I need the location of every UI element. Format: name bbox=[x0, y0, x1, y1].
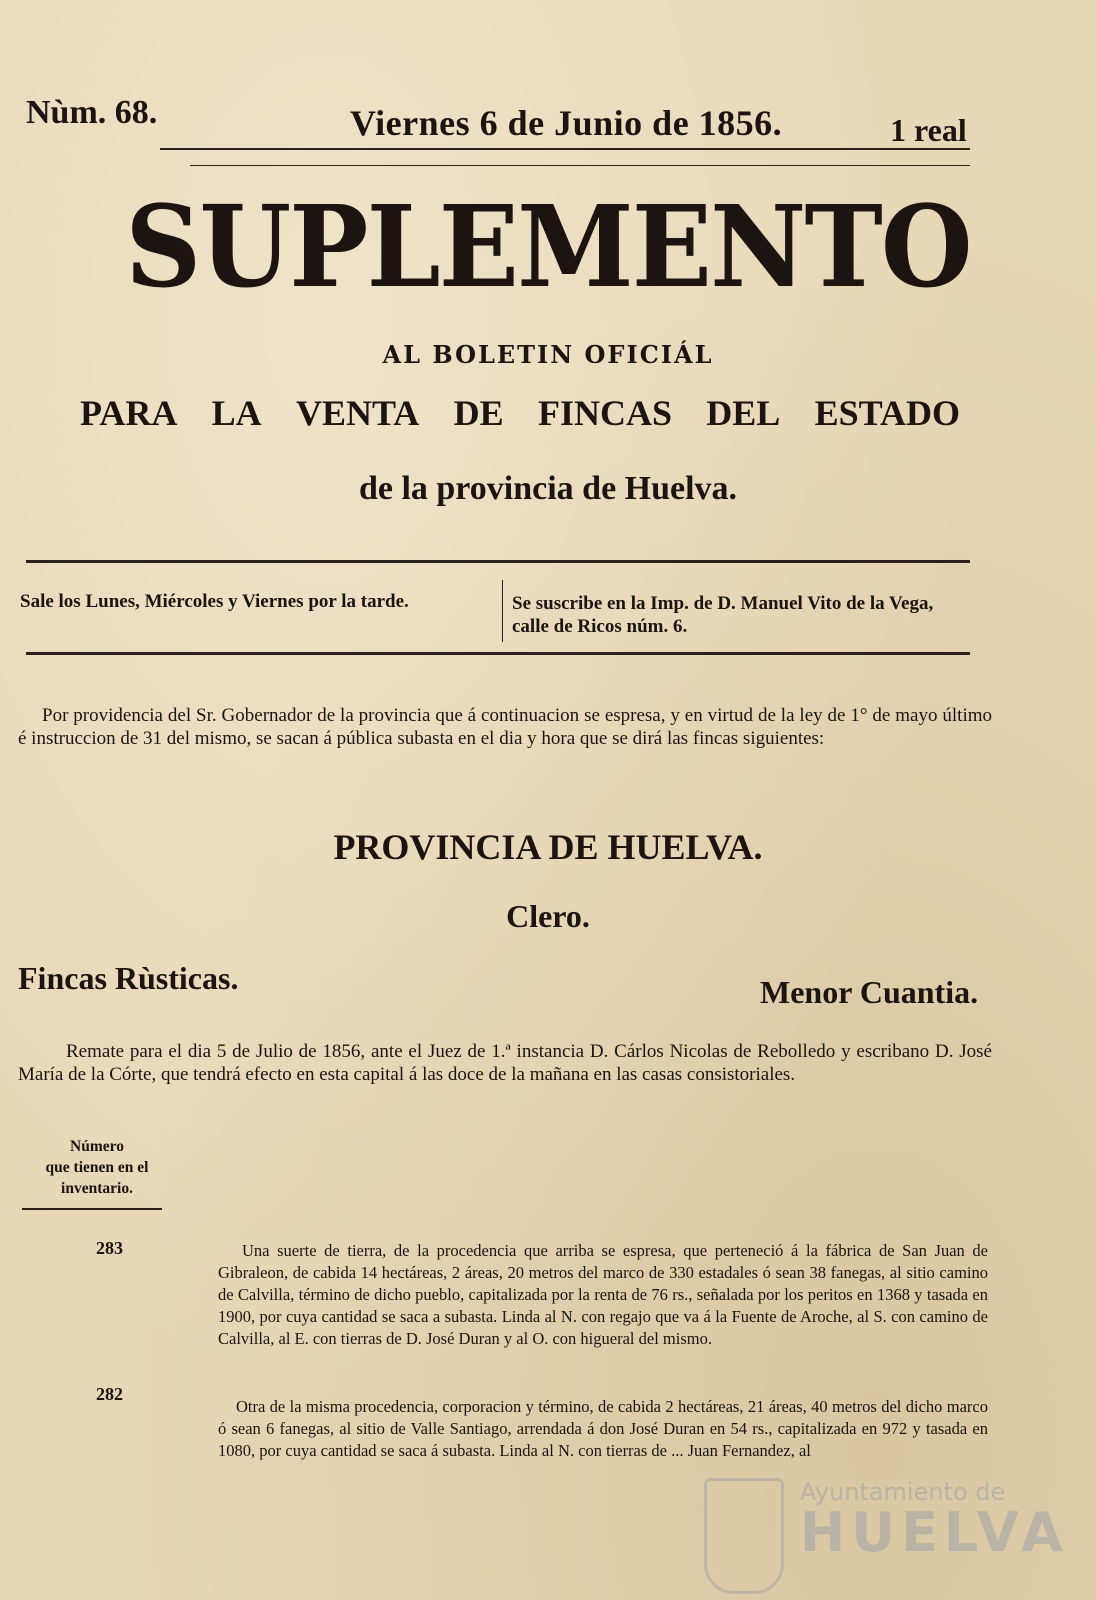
issue-date: Viernes 6 de Junio de 1856. bbox=[350, 103, 783, 143]
subtitle-word: DE bbox=[453, 393, 504, 433]
issue-price: 1 real bbox=[890, 112, 967, 148]
inventory-header-line: que tienen en el bbox=[45, 1159, 149, 1176]
menor-cuantia-heading: Menor Cuantia. bbox=[760, 974, 979, 1010]
info-divider bbox=[502, 580, 503, 642]
subscription-info: Se suscribe en la Imp. de D. Manuel Vito de la Vega, calle de Ricos núm. 6. bbox=[512, 593, 934, 637]
subtitle-venta bbox=[80, 392, 960, 434]
subtitle-word: LA bbox=[211, 393, 262, 433]
page-title: SUPLEMENTO bbox=[125, 182, 971, 313]
entry-number: 283 bbox=[96, 1238, 123, 1258]
subtitle-provincia: de la provincia de Huelva. bbox=[358, 470, 738, 507]
issue-number: Nùm. 68. bbox=[26, 94, 158, 131]
subtitle-word: PARA bbox=[80, 393, 178, 433]
entry-number: 282 bbox=[96, 1384, 123, 1404]
subtitle-word: FINCAS bbox=[537, 393, 672, 433]
entry-text: Otra de la misma procedencia, corporacion y término, de cabida 2 hectáreas, 21 áreas, 40 metros del dicho marco ó sean 6 fanegas, al sitio de Valle Santiago, arrendada á don José Duran en 54 rs., capitalizada en 972 y tasada en 1080, por cuya cantidad se saca á subasta. Linda al N. con tierras de ... Juan Fernandez, al bbox=[218, 1397, 988, 1460]
info-rule-top bbox=[26, 560, 970, 563]
province-heading: PROVINCIA DE HUELVA. bbox=[333, 827, 763, 867]
watermark-line1: Ayuntamiento de bbox=[800, 1478, 1006, 1506]
entry-text: Una suerte de tierra, de la procedencia que arriba se espresa, que perteneció á la fábrica de San Juan de Gibraleon, de cabida 14 hectáreas, 2 áreas, 20 metros del marco de 330 estadales ó sean 38 fanegas, al sitio camino de Calvilla, término de dicho pueblo, capitalizada por la renta de 76 rs., señalada por los peritos en 1368 y tasada en 1900, por cuya cantidad se saca a subasta. Linda al N. con regajo que va á la Fuente de Aroche, al S. con camino de Calvilla, al E. con tierras de D. José Duran y al O. con higueral del mismo. bbox=[218, 1241, 988, 1348]
watermark-line2: HUELVA bbox=[800, 1501, 1069, 1564]
publication-schedule: Sale los Lunes, Miércoles y Viernes por la tarde. bbox=[20, 591, 409, 612]
archive-watermark bbox=[800, 1478, 1069, 1564]
info-rule-bottom bbox=[26, 652, 970, 655]
masthead-rule-thin bbox=[190, 165, 970, 166]
intro-paragraph: Por providencia del Sr. Gobernador de la provincia que á continuacion se espresa, y en virtud de la ley de 1° de mayo último é instruccion de 31 del mismo, se sacan á pública subasta en el dia y hora que se dirá las fincas siguientes: bbox=[18, 705, 992, 749]
subtitle-word: VENTA bbox=[295, 393, 420, 433]
inventory-column-header bbox=[22, 1136, 172, 1199]
subtitle-word: ESTADO bbox=[814, 393, 960, 433]
inventory-header-line: Número bbox=[70, 1138, 124, 1155]
remate-paragraph: Remate para el dia 5 de Julio de 1856, ante el Juez de 1.ª instancia D. Cárlos Nicolas de Rebolledo y escribano D. José María de la Córte, que tendrá efecto en esta capital á las doce de la mañana en las casas consistoriales. bbox=[18, 1041, 992, 1085]
coat-of-arms-watermark bbox=[704, 1478, 784, 1594]
inventory-header-line: inventario. bbox=[61, 1180, 133, 1197]
section-heading: Clero. bbox=[506, 898, 590, 934]
subtitle-boletin: AL BOLETIN OFICIÁL bbox=[382, 340, 714, 369]
subtitle-word: DEL bbox=[706, 393, 781, 433]
fincas-heading: Fincas Rùsticas. bbox=[18, 960, 239, 996]
masthead-rule bbox=[160, 148, 970, 150]
inventory-header-rule bbox=[22, 1208, 162, 1210]
